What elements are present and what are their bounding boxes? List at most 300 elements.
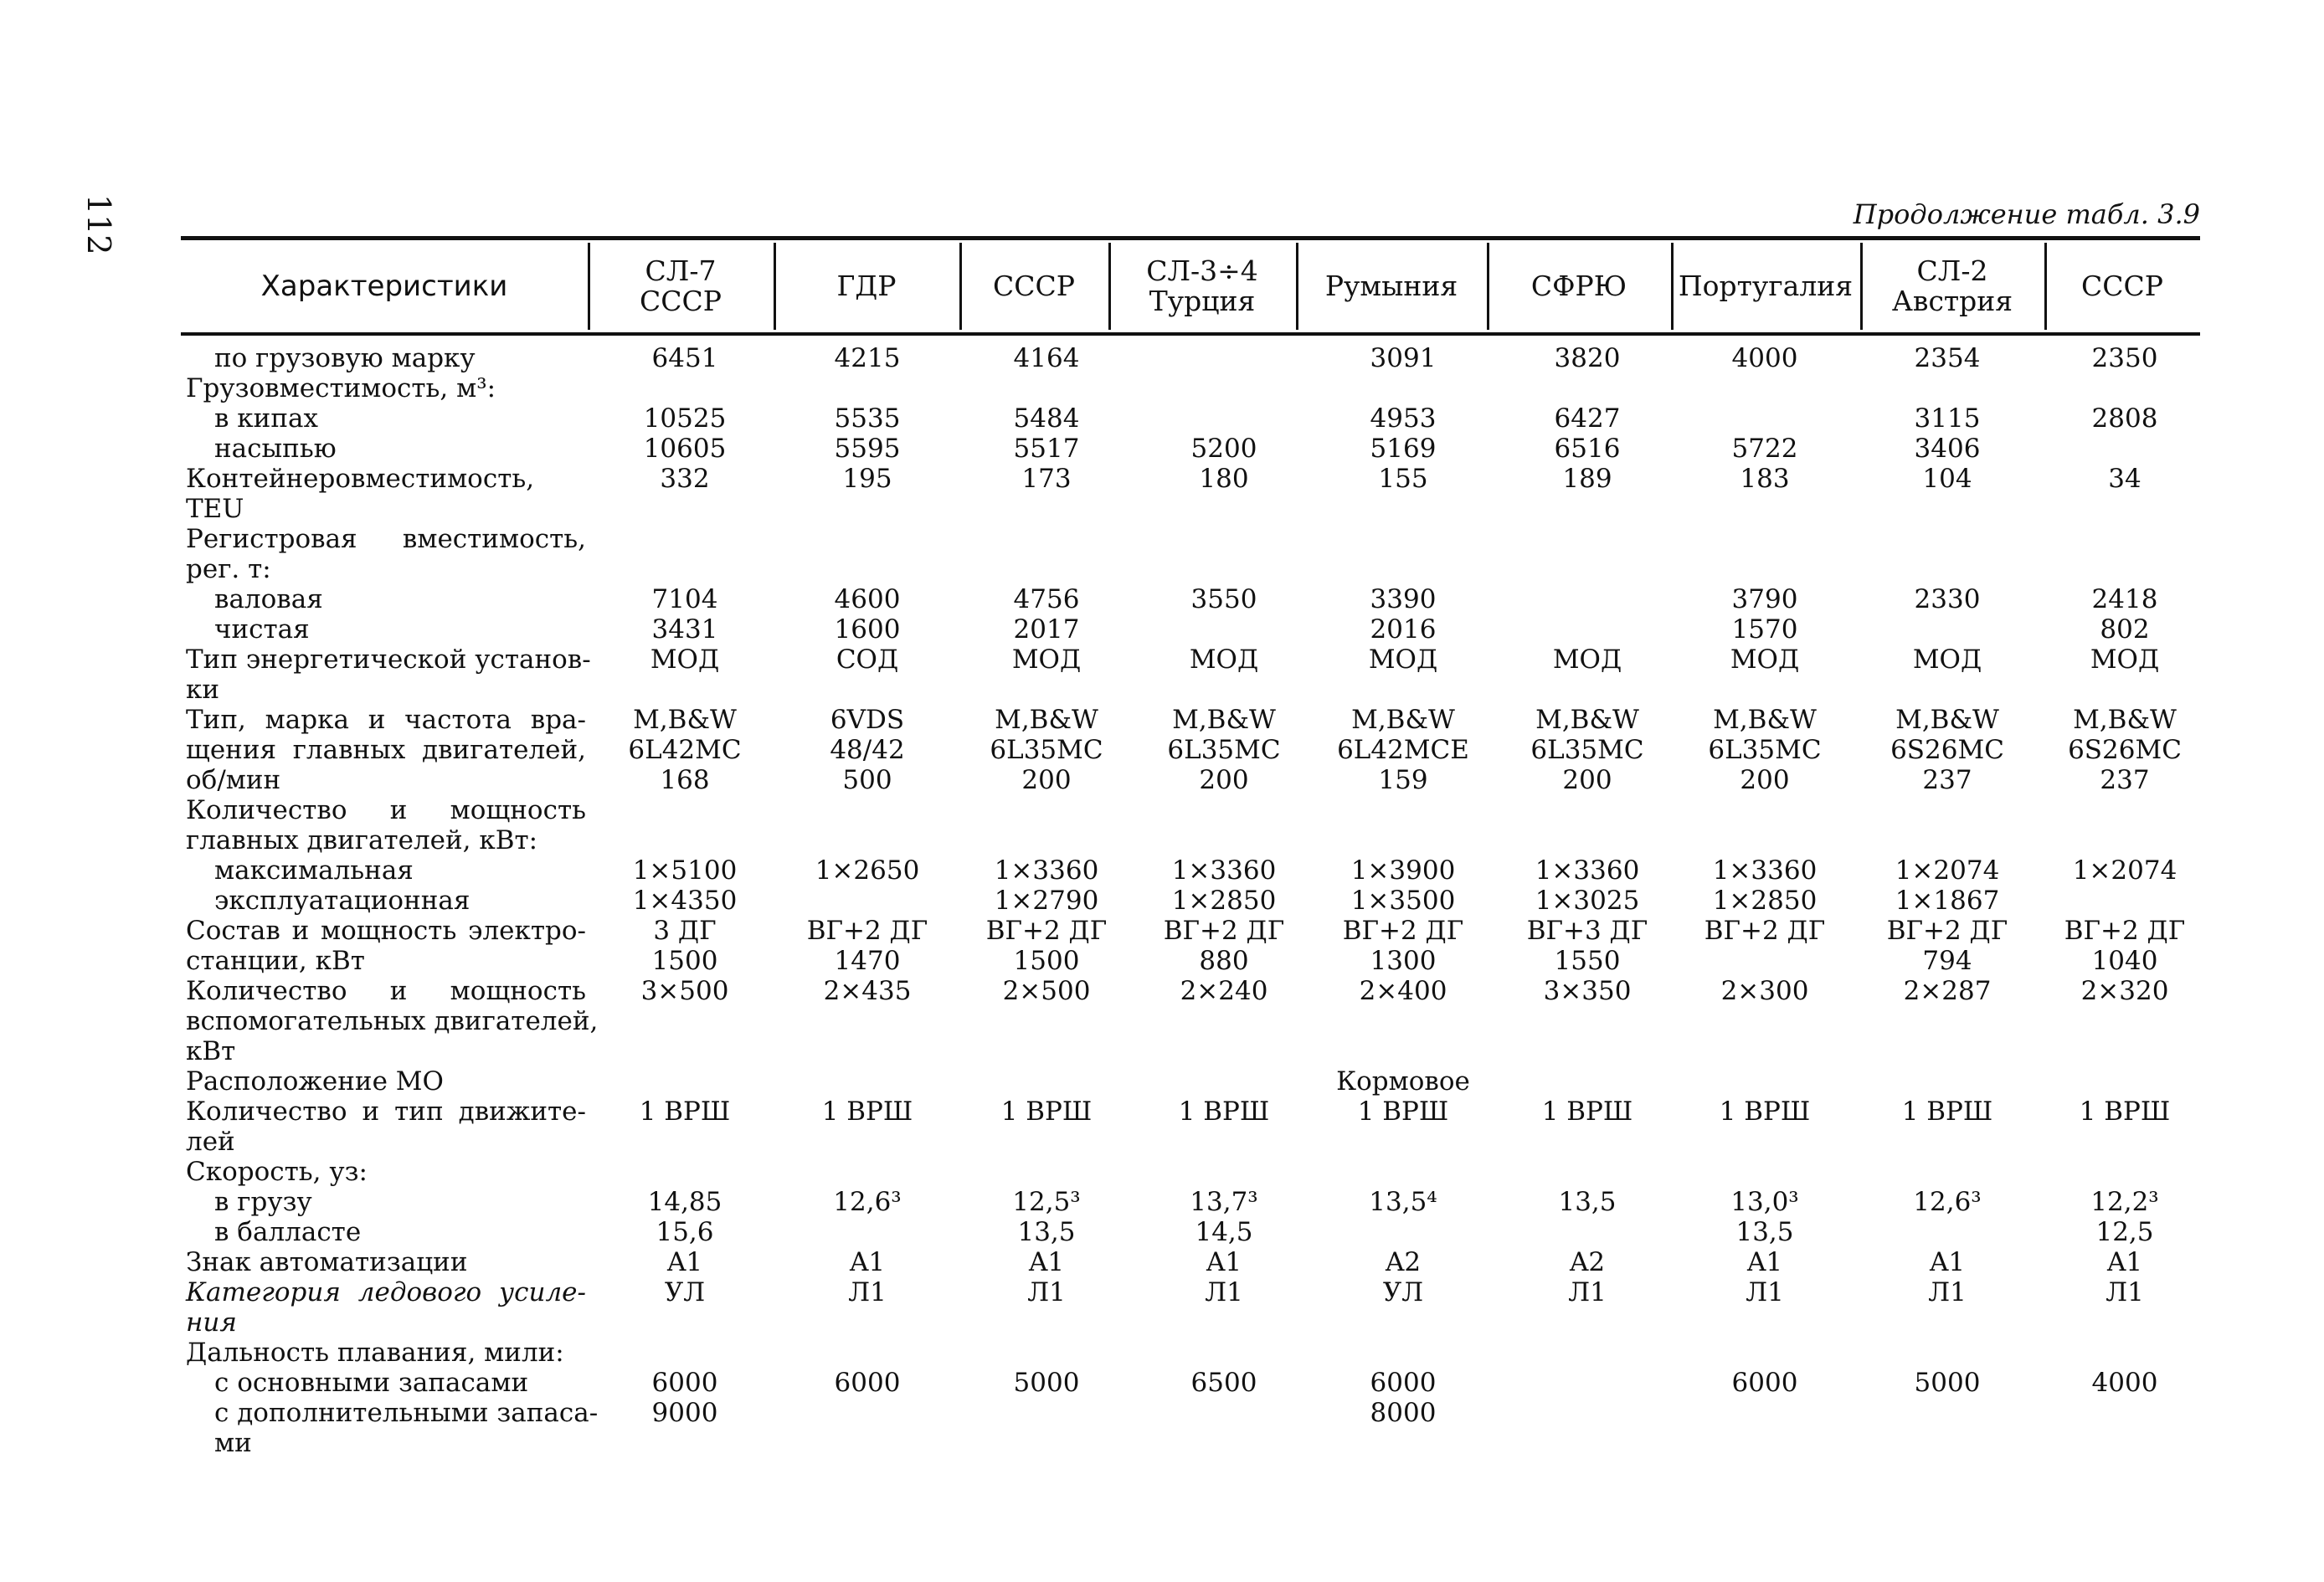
table-cell bbox=[1315, 434, 1491, 464]
cell-value: 1×3500 bbox=[1350, 886, 1456, 916]
cell-value: 7104 bbox=[651, 584, 718, 614]
table-cell bbox=[1136, 434, 1312, 464]
cell-value: 2016 bbox=[1370, 614, 1437, 645]
cell-value: 4600 bbox=[834, 584, 901, 614]
header-column-text: СССР bbox=[640, 285, 722, 317]
header-column-8 bbox=[1860, 243, 2044, 330]
cell-value: ВГ+2 ДГ bbox=[806, 916, 928, 946]
table-cell bbox=[1315, 705, 1491, 795]
table-top-rule bbox=[181, 236, 2200, 240]
header-characteristics: Характеристики bbox=[260, 270, 508, 303]
cell-value: 1550 bbox=[1554, 946, 1621, 976]
table-row bbox=[0, 1338, 2324, 1368]
cell-value: 3×350 bbox=[1543, 976, 1632, 1006]
cell-value: 3115 bbox=[1914, 403, 1981, 434]
row-label: Регистровая вместимость, bbox=[186, 524, 586, 554]
cell-value: 1 ВРШ bbox=[1000, 1097, 1093, 1127]
table-cell bbox=[1677, 464, 1853, 494]
table-cell bbox=[1677, 1097, 1853, 1127]
table-cell bbox=[1677, 584, 1853, 614]
table-cell bbox=[1499, 976, 1675, 1006]
table-cell bbox=[1677, 1368, 1853, 1398]
table-cell bbox=[959, 1368, 1134, 1398]
table-cell bbox=[779, 1097, 955, 1127]
cell-value: 12,5³ bbox=[1012, 1187, 1081, 1217]
cell-value: A1 bbox=[1028, 1247, 1065, 1277]
table-cell bbox=[1859, 1187, 2035, 1217]
page-number: 112 bbox=[80, 194, 117, 255]
table-cell bbox=[779, 614, 955, 645]
table-cell bbox=[1136, 705, 1312, 795]
table-cell bbox=[1136, 464, 1312, 494]
table-cell bbox=[2037, 1187, 2213, 1217]
row-label: Грузовместимость, м³: bbox=[186, 373, 496, 403]
table-cell bbox=[597, 434, 773, 464]
table-cell bbox=[1859, 434, 2035, 464]
cell-value: 6L42MC bbox=[628, 735, 742, 765]
row-label: Скорость, уз: bbox=[186, 1157, 368, 1187]
cell-value: A1 bbox=[1746, 1247, 1783, 1277]
header-column-text: ГДР bbox=[836, 270, 897, 302]
table-cell bbox=[1315, 1187, 1491, 1217]
table-cell bbox=[959, 855, 1134, 886]
row-label: валовая bbox=[214, 584, 323, 614]
table-cell bbox=[597, 1187, 773, 1217]
table-cell bbox=[2037, 1247, 2213, 1277]
cell-value: 13,5 bbox=[1558, 1187, 1617, 1217]
table-cell bbox=[1499, 1247, 1675, 1277]
cell-value: 2330 bbox=[1914, 584, 1981, 614]
table-cell bbox=[1859, 976, 2035, 1006]
cell-value: 6000 bbox=[834, 1368, 901, 1398]
table-row bbox=[0, 434, 2324, 464]
header-column-1 bbox=[588, 243, 774, 330]
cell-value: МОД bbox=[1730, 645, 1800, 675]
table-row bbox=[0, 1097, 2324, 1157]
table-cell bbox=[597, 916, 773, 976]
row-label: вспомогательных двигателей, bbox=[186, 1006, 599, 1036]
table-cell bbox=[1136, 855, 1312, 886]
table-cell bbox=[779, 916, 955, 976]
table-cell bbox=[959, 434, 1134, 464]
table-cell bbox=[1499, 434, 1675, 464]
cell-value: 6427 bbox=[1554, 403, 1621, 434]
table-cell bbox=[1315, 584, 1491, 614]
cell-value: 4756 bbox=[1013, 584, 1080, 614]
cell-value: 200 bbox=[1562, 765, 1612, 795]
table-cell bbox=[1136, 1187, 1312, 1217]
cell-value: 2017 bbox=[1013, 614, 1080, 645]
cell-value: 1×3360 bbox=[994, 855, 1099, 886]
cell-value: 34 bbox=[2108, 464, 2141, 494]
row-label: Тип, марка и частота вра- bbox=[186, 705, 586, 735]
row-label: ки bbox=[186, 675, 220, 705]
cell-value: 3406 bbox=[1914, 434, 1981, 464]
table-cell bbox=[779, 1277, 955, 1307]
cell-value: 1 ВРШ bbox=[639, 1097, 731, 1127]
table-cell bbox=[1677, 1187, 1853, 1217]
cell-value: 2×435 bbox=[823, 976, 912, 1006]
table-row bbox=[0, 1277, 2324, 1338]
row-label: Состав и мощность электро- bbox=[186, 916, 586, 946]
row-label: Дальность плавания, мили: bbox=[186, 1338, 564, 1368]
cell-value: ВГ+2 ДГ bbox=[985, 916, 1108, 946]
table-cell bbox=[959, 584, 1134, 614]
table-cell bbox=[1677, 705, 1853, 795]
row-label: по грузовую марку bbox=[214, 343, 476, 373]
cell-value: 1×2850 bbox=[1712, 886, 1818, 916]
header-column-text: СФРЮ bbox=[1530, 270, 1627, 302]
cell-value: 5200 bbox=[1190, 434, 1257, 464]
table-cell bbox=[2037, 1217, 2213, 1247]
table-cell bbox=[1136, 886, 1312, 916]
table-row bbox=[0, 464, 2324, 524]
cell-value: 802 bbox=[2100, 614, 2150, 645]
cell-value: 12,6³ bbox=[833, 1187, 902, 1217]
row-label: станции, кВт bbox=[186, 946, 365, 976]
table-cell bbox=[2037, 614, 2213, 645]
header-column-6 bbox=[1487, 243, 1671, 330]
cell-value: 1 ВРШ bbox=[1357, 1097, 1449, 1127]
cell-value: 15,6 bbox=[656, 1217, 714, 1247]
table-cell bbox=[959, 976, 1134, 1006]
table-cell bbox=[1315, 1066, 1491, 1097]
table-row bbox=[0, 916, 2324, 976]
cell-value: ВГ+2 ДГ bbox=[2064, 916, 2186, 946]
row-label: Контейнеровместимость, bbox=[186, 464, 535, 494]
cell-value: 4000 bbox=[2091, 1368, 2158, 1398]
header-column-text: Австрия bbox=[1891, 285, 2013, 317]
cell-value: МОД bbox=[1552, 645, 1622, 675]
table-row bbox=[0, 524, 2324, 584]
table-cell bbox=[1315, 403, 1491, 434]
cell-value: 1500 bbox=[651, 946, 718, 976]
table-cell bbox=[1859, 403, 2035, 434]
cell-value: 6L35MC bbox=[1708, 735, 1822, 765]
cell-value: M,B&W bbox=[2073, 705, 2177, 735]
table-cell bbox=[2037, 1097, 2213, 1127]
cell-value: ВГ+2 ДГ bbox=[1704, 916, 1826, 946]
table-cell bbox=[1136, 916, 1312, 976]
cell-value: 180 bbox=[1199, 464, 1249, 494]
cell-value: 104 bbox=[1922, 464, 1972, 494]
cell-value: 12,2³ bbox=[2090, 1187, 2159, 1217]
table-cell bbox=[1315, 343, 1491, 373]
cell-value: МОД bbox=[1368, 645, 1438, 675]
row-label: об/мин bbox=[186, 765, 281, 795]
row-label: щения главных двигателей, bbox=[186, 735, 586, 765]
table-cell bbox=[597, 1398, 773, 1428]
cell-value: 12,5 bbox=[2095, 1217, 2154, 1247]
cell-value: 6VDS bbox=[830, 705, 905, 735]
table-cell bbox=[779, 464, 955, 494]
cell-value: 1 ВРШ bbox=[2079, 1097, 2171, 1127]
table-row bbox=[0, 1066, 2324, 1097]
cell-value: 1×3360 bbox=[1712, 855, 1818, 886]
table-cell bbox=[1315, 1277, 1491, 1307]
cell-value: МОД bbox=[1912, 645, 1982, 675]
table-cell bbox=[1499, 886, 1675, 916]
cell-value: 6L35MC bbox=[1530, 735, 1644, 765]
cell-value: A2 bbox=[1569, 1247, 1606, 1277]
row-label: эксплуатационная bbox=[214, 886, 470, 916]
table-cell bbox=[1677, 1247, 1853, 1277]
cell-value: 1 ВРШ bbox=[1719, 1097, 1811, 1127]
table-row bbox=[0, 1398, 2324, 1458]
table-cell bbox=[779, 584, 955, 614]
cell-value: 10605 bbox=[643, 434, 727, 464]
table-cell bbox=[1136, 1217, 1312, 1247]
cell-value: 5000 bbox=[1013, 1368, 1080, 1398]
cell-value: 8000 bbox=[1370, 1398, 1437, 1428]
cell-value: 4000 bbox=[1731, 343, 1798, 373]
header-column-2 bbox=[774, 243, 959, 330]
table-cell bbox=[959, 886, 1134, 916]
table-cell bbox=[597, 1217, 773, 1247]
table-cell bbox=[959, 614, 1134, 645]
table-cell bbox=[959, 1187, 1134, 1217]
cell-value: 5595 bbox=[834, 434, 901, 464]
cell-value: 5169 bbox=[1370, 434, 1437, 464]
cell-value: M,B&W bbox=[1895, 705, 1999, 735]
table-cell bbox=[1677, 1217, 1853, 1247]
cell-value: 1040 bbox=[2091, 946, 2158, 976]
cell-value: ВГ+2 ДГ bbox=[1163, 916, 1285, 946]
row-label: Тип энергетической установ- bbox=[186, 645, 591, 675]
cell-value: 1 ВРШ bbox=[1541, 1097, 1633, 1127]
table-row bbox=[0, 795, 2324, 855]
cell-value: УЛ bbox=[1382, 1277, 1424, 1307]
cell-value: 200 bbox=[1740, 765, 1790, 795]
table-row bbox=[0, 705, 2324, 795]
row-label: максимальная bbox=[214, 855, 414, 886]
cell-value: 1×3025 bbox=[1535, 886, 1640, 916]
table-cell bbox=[597, 464, 773, 494]
cell-value: 237 bbox=[2100, 765, 2150, 795]
cell-value: M,B&W bbox=[1172, 705, 1276, 735]
cell-value: 1300 bbox=[1370, 946, 1437, 976]
cell-value: A1 bbox=[2106, 1247, 2143, 1277]
table-cell bbox=[779, 403, 955, 434]
cell-value: 1 ВРШ bbox=[821, 1097, 913, 1127]
cell-value: 3091 bbox=[1370, 343, 1437, 373]
table-cell bbox=[1315, 1247, 1491, 1277]
header-column-4 bbox=[1108, 243, 1296, 330]
cell-value: 6S26MC bbox=[1890, 735, 2004, 765]
table-cell bbox=[597, 403, 773, 434]
row-label: с основными запасами bbox=[214, 1368, 529, 1398]
cell-value: Л1 bbox=[1205, 1277, 1243, 1307]
table-header-rule bbox=[181, 332, 2200, 336]
cell-value: ВГ+3 ДГ bbox=[1526, 916, 1648, 946]
cell-value: 6000 bbox=[651, 1368, 718, 1398]
cell-value: 4215 bbox=[834, 343, 901, 373]
cell-value: M,B&W bbox=[995, 705, 1098, 735]
cell-value: 1×5100 bbox=[632, 855, 738, 886]
cell-value: 1 ВРШ bbox=[1901, 1097, 1993, 1127]
cell-value: МОД bbox=[650, 645, 720, 675]
row-label: Количество и мощность bbox=[186, 795, 586, 825]
cell-value: МОД bbox=[1189, 645, 1259, 675]
table-cell bbox=[1136, 976, 1312, 1006]
cell-value: 195 bbox=[842, 464, 892, 494]
cell-value: 1×2074 bbox=[2072, 855, 2177, 886]
cell-value: ВГ+2 ДГ bbox=[1886, 916, 2008, 946]
cell-value: 183 bbox=[1740, 464, 1790, 494]
table-cell bbox=[1499, 1277, 1675, 1307]
table-cell bbox=[597, 1277, 773, 1307]
cell-value: 2×240 bbox=[1180, 976, 1268, 1006]
table-cell bbox=[1859, 1277, 2035, 1307]
table-cell bbox=[1859, 1368, 2035, 1398]
cell-value: Л1 bbox=[1027, 1277, 1066, 1307]
table-cell bbox=[1677, 1277, 1853, 1307]
table-row bbox=[0, 1247, 2324, 1277]
continuation-title: Продолжение табл. 3.9 bbox=[1853, 198, 2200, 230]
table-cell bbox=[2037, 1277, 2213, 1307]
row-label: лей bbox=[186, 1127, 235, 1157]
cell-value: 2×320 bbox=[2080, 976, 2169, 1006]
cell-value: 13,5 bbox=[1017, 1217, 1076, 1247]
cell-value: Л1 bbox=[2105, 1277, 2144, 1307]
table-cell bbox=[1859, 343, 2035, 373]
table-cell bbox=[1677, 855, 1853, 886]
cell-value: Кормовое bbox=[1336, 1066, 1470, 1097]
table-cell bbox=[1315, 1368, 1491, 1398]
cell-value: 13,7³ bbox=[1190, 1187, 1258, 1217]
table-row bbox=[0, 1157, 2324, 1187]
row-label: Расположение МО bbox=[186, 1066, 444, 1097]
cell-value: 4164 bbox=[1013, 343, 1080, 373]
cell-value: 1470 bbox=[834, 946, 901, 976]
header-column-5 bbox=[1296, 243, 1487, 330]
header-column-text: СЛ-7 bbox=[645, 254, 717, 287]
table-cell bbox=[1677, 343, 1853, 373]
table-cell bbox=[1136, 1097, 1312, 1127]
table-cell bbox=[959, 916, 1134, 976]
cell-value: 3790 bbox=[1731, 584, 1798, 614]
cell-value: 173 bbox=[1021, 464, 1072, 494]
cell-value: МОД bbox=[2090, 645, 2160, 675]
table-cell bbox=[1677, 916, 1853, 946]
table-cell bbox=[779, 1187, 955, 1217]
table-cell bbox=[1499, 343, 1675, 373]
header-column-text: Румыния bbox=[1324, 270, 1458, 302]
table-cell bbox=[1315, 1097, 1491, 1127]
table-cell bbox=[2037, 584, 2213, 614]
cell-value: 2×400 bbox=[1359, 976, 1447, 1006]
cell-value: A1 bbox=[849, 1247, 886, 1277]
table-cell bbox=[1859, 584, 2035, 614]
row-label: Количество и мощность bbox=[186, 976, 586, 1006]
cell-value: A1 bbox=[666, 1247, 703, 1277]
table-row bbox=[0, 645, 2324, 705]
cell-value: M,B&W bbox=[1351, 705, 1455, 735]
cell-value: СОД bbox=[836, 645, 899, 675]
table-cell bbox=[597, 584, 773, 614]
table-cell bbox=[1859, 1097, 2035, 1127]
table-row bbox=[0, 976, 2324, 1066]
cell-value: 1×3360 bbox=[1171, 855, 1277, 886]
table-cell bbox=[959, 343, 1134, 373]
cell-value: A2 bbox=[1385, 1247, 1422, 1277]
header-column-text: СССР bbox=[2081, 270, 2163, 302]
cell-value: 2×300 bbox=[1720, 976, 1809, 1006]
cell-value: 1×2074 bbox=[1895, 855, 2000, 886]
header-column-9 bbox=[2044, 243, 2200, 330]
table-cell bbox=[779, 434, 955, 464]
cell-value: 14,85 bbox=[647, 1187, 722, 1217]
cell-value: A1 bbox=[1206, 1247, 1242, 1277]
cell-value: 5722 bbox=[1731, 434, 1798, 464]
table-cell bbox=[1136, 1277, 1312, 1307]
table-cell bbox=[959, 705, 1134, 795]
cell-value: Л1 bbox=[1928, 1277, 1967, 1307]
cell-value: 10525 bbox=[643, 403, 727, 434]
header-column-3 bbox=[959, 243, 1108, 330]
table-cell bbox=[2037, 645, 2213, 675]
cell-value: 4953 bbox=[1370, 403, 1437, 434]
cell-value: 6516 bbox=[1554, 434, 1621, 464]
table-cell bbox=[1499, 403, 1675, 434]
row-label: кВт bbox=[186, 1036, 236, 1066]
cell-value: 1×3360 bbox=[1535, 855, 1640, 886]
cell-value: 2808 bbox=[2091, 403, 2158, 434]
table-cell bbox=[2037, 855, 2213, 886]
table-cell bbox=[597, 705, 773, 795]
row-label: Количество и тип движите- bbox=[186, 1097, 586, 1127]
table-cell bbox=[1677, 434, 1853, 464]
cell-value: 13,5 bbox=[1735, 1217, 1794, 1247]
table-cell bbox=[779, 1368, 955, 1398]
table-cell bbox=[597, 976, 773, 1006]
cell-value: 14,5 bbox=[1195, 1217, 1253, 1247]
row-label: ми bbox=[214, 1428, 252, 1458]
table-cell bbox=[959, 464, 1134, 494]
cell-value: 2354 bbox=[1914, 343, 1981, 373]
table-cell bbox=[959, 1277, 1134, 1307]
cell-value: 155 bbox=[1378, 464, 1428, 494]
table-row bbox=[0, 886, 2324, 916]
cell-value: 168 bbox=[660, 765, 710, 795]
table-cell bbox=[1677, 614, 1853, 645]
table-row bbox=[0, 403, 2324, 434]
table-cell bbox=[597, 645, 773, 675]
cell-value: 5535 bbox=[834, 403, 901, 434]
row-label: TEU bbox=[186, 494, 244, 524]
table-cell bbox=[1499, 705, 1675, 795]
cell-value: 1×1867 bbox=[1895, 886, 2000, 916]
table-row bbox=[0, 614, 2324, 645]
cell-value: 1×3900 bbox=[1350, 855, 1456, 886]
cell-value: 48/42 bbox=[830, 735, 905, 765]
cell-value: МОД bbox=[1011, 645, 1082, 675]
header-column-text: СЛ-3÷4 bbox=[1146, 254, 1258, 287]
header-column-text: Португалия bbox=[1678, 270, 1854, 302]
row-label: чистая bbox=[214, 614, 310, 645]
cell-value: 3820 bbox=[1554, 343, 1621, 373]
header-column-7 bbox=[1671, 243, 1860, 330]
cell-value: 13,5⁴ bbox=[1369, 1187, 1437, 1217]
table-cell bbox=[2037, 916, 2213, 976]
header-column-text: СЛ-2 bbox=[1916, 254, 1988, 287]
row-label: в балласте bbox=[214, 1217, 362, 1247]
table-cell bbox=[1315, 614, 1491, 645]
table-cell bbox=[1499, 1097, 1675, 1127]
cell-value: 6000 bbox=[1731, 1368, 1798, 1398]
table-cell bbox=[1859, 464, 2035, 494]
table-cell bbox=[1859, 855, 2035, 886]
